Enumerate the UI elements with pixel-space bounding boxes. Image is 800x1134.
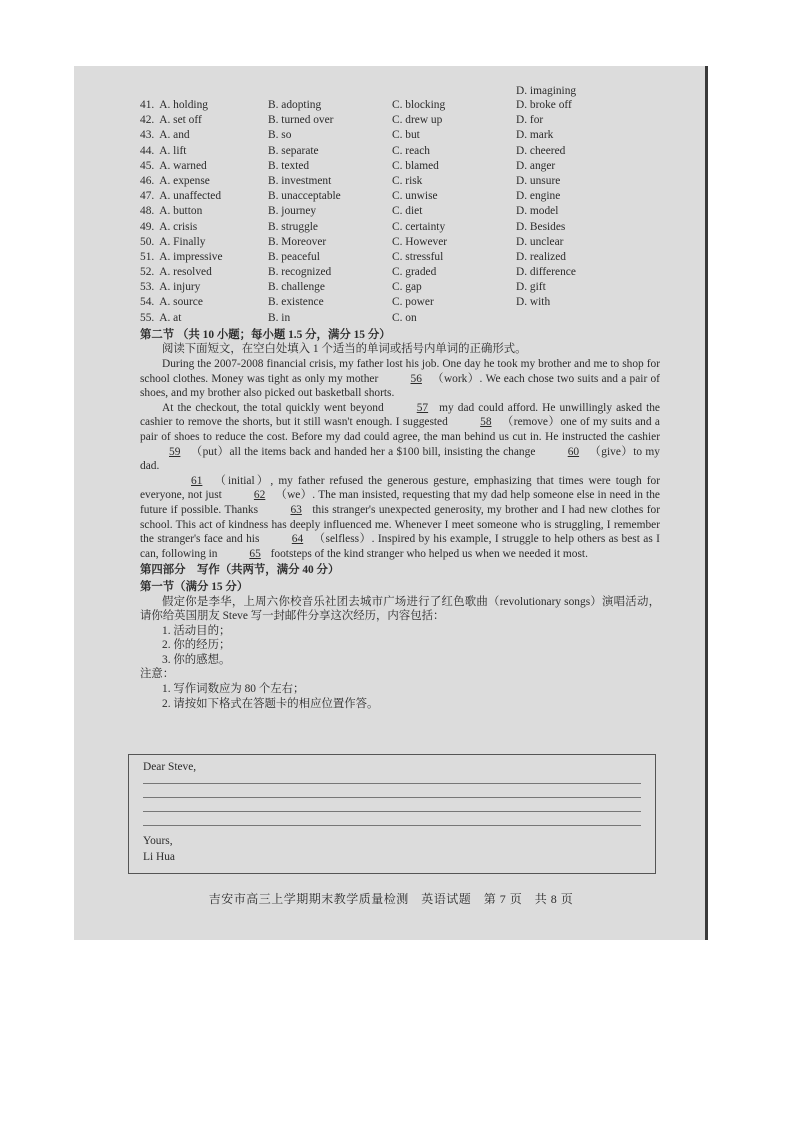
option-row	[140, 220, 660, 235]
option-text: C. drew up	[392, 114, 443, 127]
option-text: C. certainty	[392, 220, 446, 233]
option-a: A. unaffected	[159, 190, 222, 203]
option-text	[140, 265, 212, 280]
option-text	[140, 220, 197, 235]
option-text: B. journey	[268, 205, 317, 218]
option-text: D. for	[516, 114, 544, 127]
option-text: D. cheered	[516, 144, 566, 157]
option-text: C. However	[392, 235, 448, 248]
option-row	[140, 295, 660, 310]
question-number: 45.	[140, 159, 155, 172]
option-text: D. with	[516, 296, 551, 309]
option-text: B. investment	[268, 174, 332, 187]
option-text	[140, 235, 205, 250]
page-content	[140, 84, 660, 711]
option-text	[140, 311, 181, 326]
option-text	[140, 113, 202, 128]
option-row	[140, 235, 660, 250]
option-a: A. injury	[159, 281, 201, 294]
blank-65: 65	[249, 547, 261, 560]
option-row	[140, 113, 660, 128]
writing-line	[143, 825, 641, 826]
question-number: 50.	[140, 235, 155, 248]
section2-heading: 第二节 （共 10 小题；每小题 1.5 分，满分 15 分）	[140, 328, 391, 341]
option-row	[140, 280, 660, 295]
option-text	[140, 295, 203, 310]
option-text: C. unwise	[392, 190, 438, 203]
option-row-header	[140, 84, 660, 98]
requirements-list	[140, 624, 660, 668]
option-text: B. Moreover	[268, 235, 327, 248]
option-text: D. imagining	[516, 85, 577, 97]
option-text	[140, 128, 190, 143]
option-text: B. texted	[268, 159, 310, 172]
option-text: D. mark	[516, 129, 554, 142]
option-text: D. Besides	[516, 220, 566, 233]
option-a: A. impressive	[159, 250, 223, 263]
option-text: B. in	[268, 311, 291, 324]
option-text: B. struggle	[268, 220, 318, 233]
passage-paragraph: During the 2007-2008 financial crisis, my father lost his job. One day he took my brother and me to shop for school clothes. Money was tight as only my mother 56 （work）. We each chose two suits and a pair of shoes, and my brother also picked out basketball shorts.	[140, 358, 660, 400]
part4-heading: 第四部分 写作（共两节，满分 40 分）	[140, 564, 340, 577]
option-text: B. so	[268, 129, 292, 142]
option-text: D. unclear	[516, 235, 564, 248]
option-text: B. existence	[268, 296, 324, 309]
writing-prompt: 假定你是李华，上周六你校音乐社团去城市广场进行了红色歌曲（revolutionary songs）演唱活动，请你给英国朋友 Steve 写一封邮件分享这次经历，内容包括：	[140, 595, 660, 623]
question-number: 43.	[140, 129, 155, 142]
writing-line	[143, 783, 641, 784]
note-item: 2. 请按如下格式在答题卡的相应位置作答。	[162, 697, 379, 710]
blank-57: 57	[416, 401, 429, 414]
option-text: B. unacceptable	[268, 190, 341, 203]
option-text: C. on	[392, 311, 417, 324]
option-text: D. engine	[516, 190, 561, 203]
options-table	[140, 98, 660, 326]
option-text	[140, 144, 186, 159]
question-number: 48.	[140, 205, 155, 218]
option-a: A. expense	[159, 174, 210, 187]
option-row	[140, 98, 660, 113]
option-row	[140, 189, 660, 204]
option-a: A. warned	[159, 159, 207, 172]
option-a: A. resolved	[159, 266, 212, 279]
option-text: B. peaceful	[268, 250, 320, 263]
blank-62: 62	[253, 489, 266, 502]
option-text: B. turned over	[268, 114, 334, 127]
question-number: 49.	[140, 220, 155, 233]
option-row	[140, 204, 660, 219]
option-text: C. diet	[392, 205, 423, 218]
letter-greeting: Dear Steve,	[143, 761, 197, 773]
note-item: 1. 写作词数应为 80 个左右；	[162, 683, 305, 696]
option-a: A. set off	[159, 114, 202, 127]
option-text: B. adopting	[268, 99, 322, 111]
option-text: C. power	[392, 296, 434, 309]
question-number: 46.	[140, 174, 155, 187]
option-a: A. lift	[159, 144, 187, 157]
option-row	[140, 250, 660, 265]
passage-paragraph: 61 （initial）, my father refused the generous gesture, emphasizing that times were tough for everyone, not just 62 （we）. The man insisted, requesting that my dad help someone else in need in the future if possible. Thanks 63 this stranger's unexpected generosity, my brother and I had new clothes for school. This act of kindness has deeply influenced me. Whenever I meet someone who is struggling, I remember the stranger's face and his 64 （selfless）. Inspired by his example, I struggle to help others as best as I can, following in 65 footsteps of the kind stranger who helped us when we needed it most.	[140, 474, 660, 560]
letter-closing: Yours,	[143, 835, 173, 847]
option-text	[140, 189, 221, 204]
option-text: C. blocking	[392, 99, 446, 111]
blank-63: 63	[290, 503, 302, 516]
option-text: C. blamed	[392, 159, 439, 172]
question-number: 41.	[140, 99, 155, 111]
option-row	[140, 128, 660, 143]
option-text: C. reach	[392, 144, 430, 157]
requirement-item: 3. 你的感想。	[162, 653, 231, 666]
option-text	[140, 174, 210, 189]
blank-61: 61	[191, 474, 203, 487]
blank-56: 56	[410, 372, 422, 385]
blank-60: 60	[567, 445, 580, 458]
option-text: C. gap	[392, 281, 422, 294]
writing-line	[143, 811, 641, 812]
option-text: C. but	[392, 129, 420, 142]
question-number: 54.	[140, 296, 155, 309]
section2-instruction: 阅读下面短文，在空白处填入 1 个适当的单词或括号内单词的正确形式。	[162, 343, 527, 356]
blank-58: 58	[480, 416, 492, 429]
option-text	[140, 98, 208, 113]
letter-signature: Li Hua	[143, 851, 175, 863]
option-text: D. anger	[516, 159, 556, 172]
question-number: 51.	[140, 250, 155, 263]
option-row	[140, 174, 660, 189]
question-number: 53.	[140, 281, 155, 294]
option-a: A. crisis	[159, 220, 198, 233]
requirement-item: 1. 活动目的；	[162, 624, 231, 637]
part4-subheading: 第一节（满分 15 分）	[140, 580, 249, 593]
question-number: 52.	[140, 266, 155, 279]
option-row	[140, 311, 660, 326]
option-row	[140, 144, 660, 159]
note-label: 注意：	[140, 668, 175, 681]
requirement-item: 2. 你的经历；	[162, 639, 231, 652]
option-text: B. separate	[268, 144, 319, 157]
option-text: D. broke off	[516, 99, 572, 111]
option-text: B. challenge	[268, 281, 325, 294]
option-text: C. risk	[392, 174, 423, 187]
option-text: D. model	[516, 205, 559, 218]
option-a: A. and	[159, 129, 190, 142]
option-a: A. holding	[159, 99, 208, 111]
question-number: 47.	[140, 190, 155, 203]
option-a: A. Finally	[159, 235, 206, 248]
option-text: D. gift	[516, 281, 546, 294]
option-text	[140, 280, 200, 295]
writing-line	[143, 797, 641, 798]
question-number: 42.	[140, 114, 155, 127]
passage-paragraph: At the checkout, the total quickly went beyond 57 my dad could afford. He unwillingly asked the cashier to remove the shorts, but it still wasn't enough. I suggested 58 （remove）one of my suits and a pair of shoes to reduce the cost. Before my dad could agree, the man behind us cut in. He instructed the cashier 59 （put）all the items back and handed her a $100 bill, insisting the change 60 （give）to my dad.	[140, 401, 660, 473]
option-a: A. source	[159, 296, 203, 309]
option-a: A. at	[159, 311, 182, 324]
option-row	[140, 265, 660, 280]
option-text: D. difference	[516, 266, 576, 279]
option-text	[140, 204, 202, 219]
blank-59: 59	[169, 445, 181, 458]
option-text: D. unsure	[516, 174, 561, 187]
option-text	[140, 250, 223, 265]
page-footer: 吉安市高三上学期期末教学质量检测 英语试题 第 7 页 共 8 页	[208, 892, 574, 906]
blank-64: 64	[291, 533, 304, 546]
notes-list	[140, 682, 660, 711]
question-number: 44.	[140, 144, 155, 157]
option-text: C. graded	[392, 266, 437, 279]
option-text: B. recognized	[268, 266, 332, 279]
option-a: A. button	[159, 205, 203, 218]
option-text	[140, 159, 207, 174]
letter-answer-box	[128, 754, 656, 874]
option-text: D. realized	[516, 250, 566, 263]
option-text: C. stressful	[392, 250, 444, 263]
question-number: 55.	[140, 311, 155, 324]
option-row	[140, 159, 660, 174]
